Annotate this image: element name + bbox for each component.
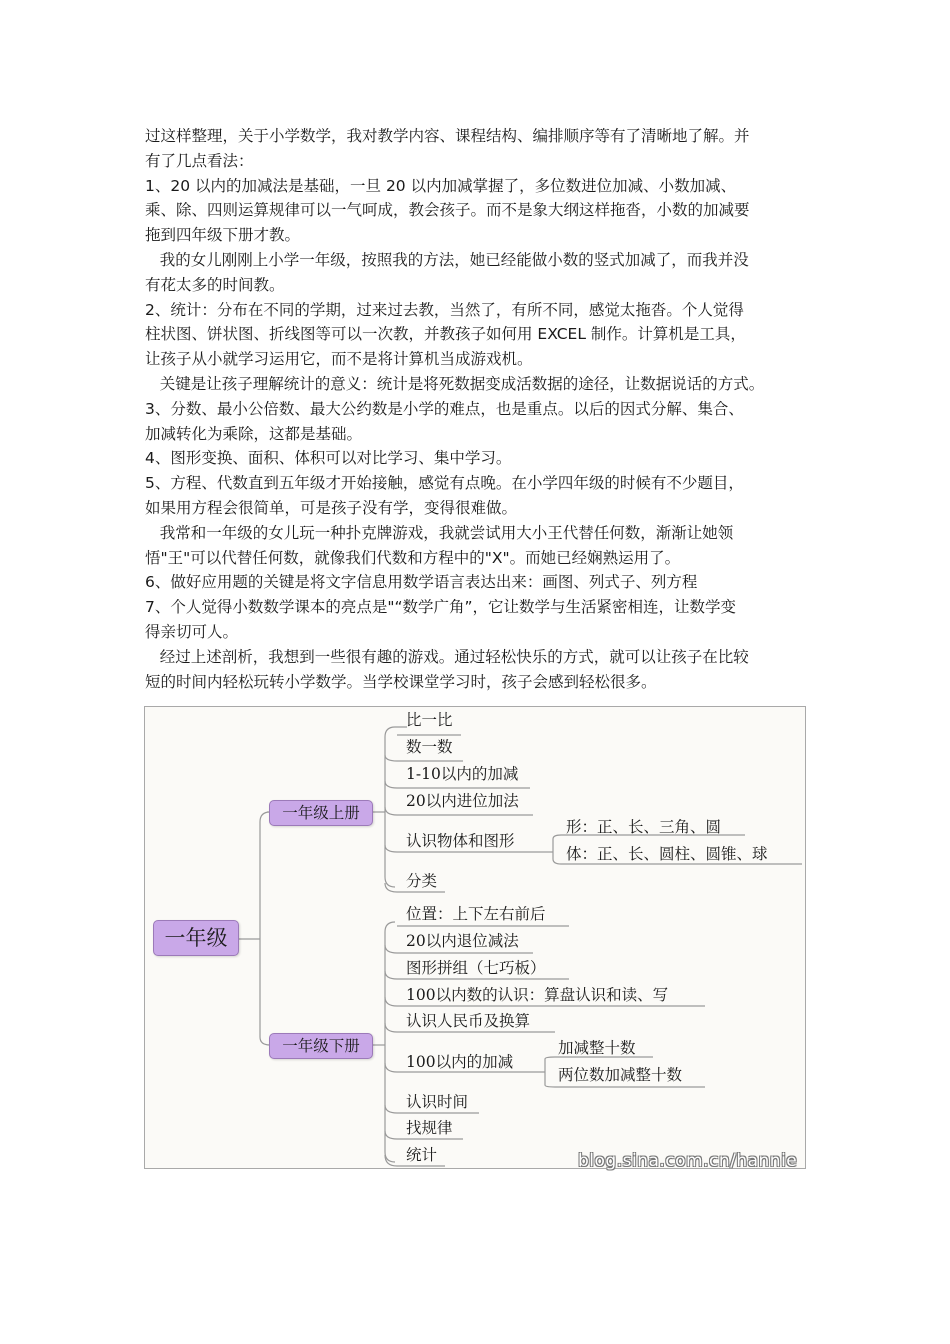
paragraph-line: 柱状图、饼状图、折线图等可以一次教，并教孩子如何用 EXCEL 制作。计算机是工具， bbox=[145, 325, 746, 344]
paragraph-line: 2、统计：分布在不同的学期，过来过去教，当然了，有所不同，感觉太拖沓。个人觉得 bbox=[145, 300, 744, 319]
lower-item: 认识人民币及换算 bbox=[406, 1012, 531, 1030]
mind-map bbox=[144, 706, 806, 1169]
lower-item: 100以内的加减 bbox=[406, 1053, 514, 1071]
paragraph-line: 我常和一年级的女儿玩一种扑克牌游戏，我就尝试用大小王代替任何数，渐渐让她领 bbox=[159, 523, 734, 542]
lower-item: 图形拼组（七巧板） bbox=[406, 959, 546, 977]
paragraph-line: 加减转化为乘除，这都是基础。 bbox=[145, 424, 363, 443]
article-text bbox=[145, 124, 815, 694]
paragraph-line: 6、做好应用题的关键是将文字信息用数学语言表达出来：画图、列式子、列方程 bbox=[145, 573, 698, 592]
paragraph-line: 乘、除、四则运算规律可以一气呵成，教会孩子。而不是象大纲这样拖沓，小数的加减要 bbox=[145, 201, 750, 220]
paragraph-line: 经过上述剖析，我想到一些很有趣的游戏。通过轻松快乐的方式，就可以让孩子在比较 bbox=[159, 647, 749, 666]
paragraph-line: 7、个人觉得小数数学课本的亮点是"“数学广角”，它让数学与生活紧密相连，让数学变 bbox=[145, 598, 737, 617]
upper-item: 20以内进位加法 bbox=[406, 792, 519, 810]
lower-item: 位置：上下左右前后 bbox=[406, 905, 546, 923]
paragraph-line: 得亲切可人。 bbox=[145, 622, 239, 641]
paragraph-line: 5、方程、代数直到五年级才开始接触，感觉有点晚。在小学四年级的时候有不少题目， bbox=[145, 474, 744, 493]
root-node: 一年级 bbox=[153, 920, 239, 956]
upper-item: 比一比 bbox=[406, 711, 453, 729]
paragraph-line: 关键是让孩子理解统计的意义：统计是将死数据变成活数据的途径，让数据说话的方式。 bbox=[159, 374, 765, 393]
upper-item: 1-10以内的加减 bbox=[406, 765, 519, 783]
addsub-item: 两位数加减整十数 bbox=[558, 1066, 683, 1084]
paragraph-line: 悟"王"可以代替任何数，就像我们代数和方程中的"X"。而她已经娴熟运用了。 bbox=[145, 548, 681, 567]
lower-item: 统计 bbox=[406, 1146, 438, 1164]
watermark: blog.sina.com.cn/hannie bbox=[578, 1151, 798, 1171]
lower-item: 100以内数的认识：算盘认识和读、写 bbox=[406, 986, 669, 1004]
upper-item: 分类 bbox=[406, 872, 438, 890]
upper-bracket bbox=[385, 727, 395, 887]
lower-bracket bbox=[385, 922, 395, 1162]
upper-item: 数一数 bbox=[406, 738, 453, 756]
lower-item: 找规律 bbox=[406, 1119, 453, 1137]
paragraph-line: 1、20 以内的加减法是基础，一旦 20 以内加减掌握了，多位数进位加减、小数加减、 bbox=[145, 176, 737, 195]
paragraph-line: 我的女儿刚刚上小学一年级，按照我的方法，她已经能做小数的竖式加减了，而我并没 bbox=[159, 250, 749, 269]
paragraph-line: 过这样整理，关于小学数学，我对教学内容、课程结构、编排顺序等有了清晰地了解。并 bbox=[145, 127, 750, 145]
shape-item: 形：正、长、三角、圆 bbox=[566, 818, 722, 836]
lower-item: 20以内退位减法 bbox=[406, 932, 519, 950]
paragraph-line: 拖到四年级下册才教。 bbox=[145, 226, 301, 245]
paragraph-line: 有了几点看法： bbox=[145, 151, 254, 170]
paragraph-line: 如果用方程会很简单，可是孩子没有学，变得很难做。 bbox=[145, 498, 518, 517]
paragraph-line: 让孩子从小就学习运用它，而不是将计算机当成游戏机。 bbox=[145, 350, 533, 369]
upper-item: 认识物体和图形 bbox=[406, 832, 515, 850]
lower-term-node: 一年级下册 bbox=[269, 1033, 373, 1059]
lower-item: 认识时间 bbox=[406, 1093, 469, 1111]
paragraph-line: 有花太多的时间教。 bbox=[145, 275, 285, 294]
shape-item: 体：正、长、圆柱、圆锥、球 bbox=[566, 845, 768, 863]
paragraph-line: 3、分数、最小公倍数、最大公约数是小学的难点，也是重点。以后的因式分解、集合、 bbox=[145, 399, 744, 418]
paragraph-line: 短的时间内轻松玩转小学数学。当学校课堂学习时，孩子会感到轻松很多。 bbox=[145, 672, 657, 691]
paragraph-line: 4、图形变换、面积、体积可以对比学习、集中学习。 bbox=[145, 449, 512, 468]
addsub-item: 加减整十数 bbox=[558, 1039, 636, 1057]
upper-term-node: 一年级上册 bbox=[269, 800, 373, 826]
